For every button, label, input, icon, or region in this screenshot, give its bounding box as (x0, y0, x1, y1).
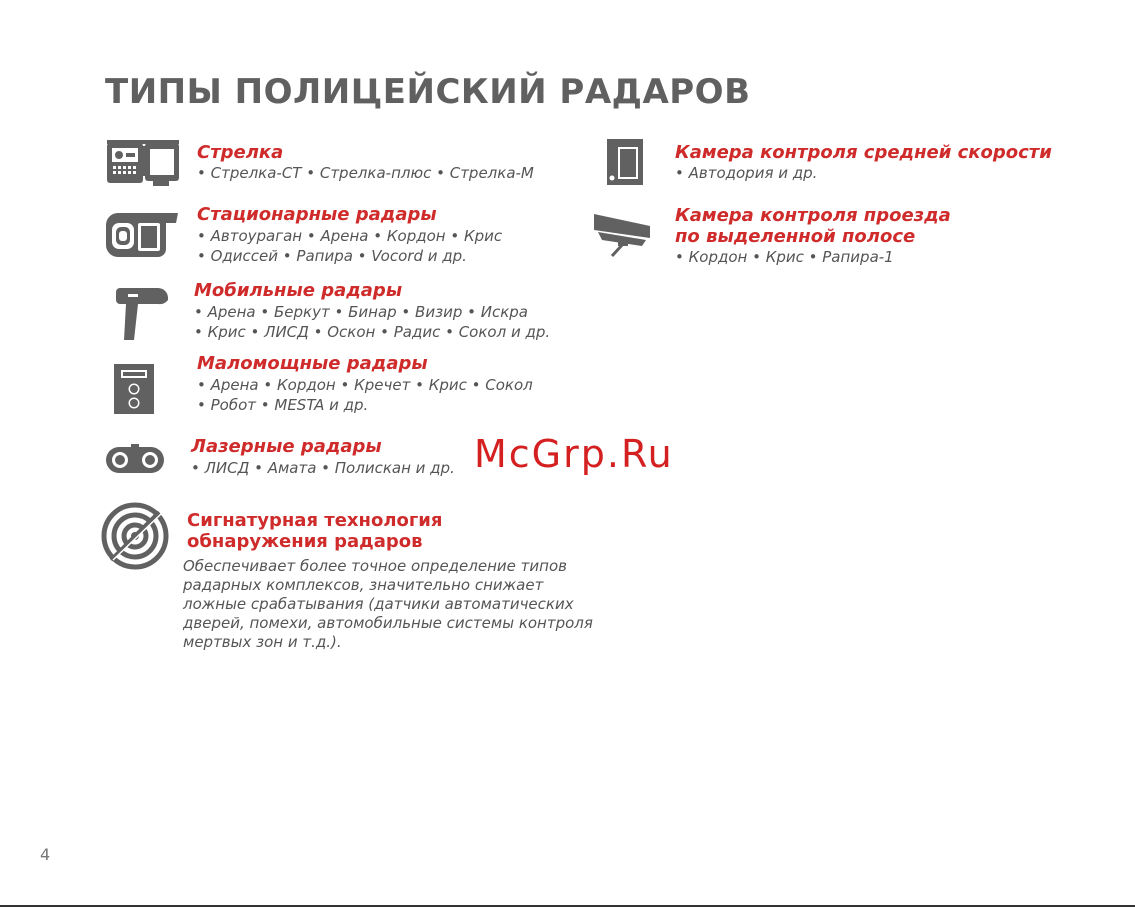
stationary-radar-icon (104, 209, 182, 261)
strelka-icon (105, 140, 181, 190)
heading-stationary: Стационарные радары (197, 204, 437, 225)
signature-heading-2: обнаружения радаров (187, 531, 423, 552)
heading-lane-camera-1: Камера контроля проезда (675, 205, 951, 226)
heading-mobile: Мобильные радары (194, 280, 403, 301)
list-mobile-1: • Арена • Беркут • Бинар • Визир • Искра (194, 303, 528, 321)
heading-low-power: Маломощные радары (197, 353, 428, 374)
signature-body-5: мертвых зон и т.д.). (183, 633, 342, 651)
signature-body-1: Обеспечивает более точное определение типов (183, 557, 567, 575)
list-low-power-2: • Робот • MESTA и др. (197, 396, 369, 414)
average-speed-camera-icon (606, 138, 644, 186)
list-mobile-2: • Крис • ЛИСД • Оскон • Радис • Сокол и др. (194, 323, 551, 341)
list-stationary-2: • Одиссей • Рапира • Vocord и др. (197, 247, 467, 265)
lane-camera-icon (590, 212, 654, 258)
heading-lane-camera-2: по выделенной полосе (675, 226, 916, 247)
list-lane-camera-1: • Кордон • Крис • Рапира-1 (675, 248, 894, 266)
signature-body-3: ложные срабатывания (датчики автоматических (183, 595, 574, 613)
page-number: 4 (40, 845, 51, 864)
bottom-rule (0, 905, 1135, 907)
signature-heading-1: Сигнатурная технология (187, 510, 443, 531)
watermark: McGrp.Ru (474, 432, 674, 476)
mobile-radar-gun-icon (114, 284, 170, 342)
heading-strelka: Стрелка (197, 142, 284, 163)
low-power-radar-icon (113, 363, 155, 415)
list-strelka-1: • Стрелка-СТ • Стрелка-плюс • Стрелка-М (197, 164, 534, 182)
heading-laser: Лазерные радары (191, 436, 382, 457)
list-laser-1: • ЛИСД • Амата • Полискан и др. (191, 459, 455, 477)
list-average-speed-camera-1: • Автодория и др. (675, 164, 818, 182)
signature-body-2: радарных комплексов, значительно снижает (183, 576, 544, 594)
signature-body-4: дверей, помехи, автомобильные системы контроля (183, 614, 593, 632)
heading-average-speed-camera: Камера контроля средней скорости (675, 142, 1052, 163)
list-stationary-1: • Автоураган • Арена • Кордон • Крис (197, 227, 503, 245)
laser-radar-icon (104, 444, 166, 476)
list-low-power-1: • Арена • Кордон • Кречет • Крис • Сокол (197, 376, 533, 394)
radar-target-icon (101, 502, 169, 570)
page-title: ТИПЫ ПОЛИЦЕЙСКИЙ РАДАРОВ (105, 72, 751, 112)
